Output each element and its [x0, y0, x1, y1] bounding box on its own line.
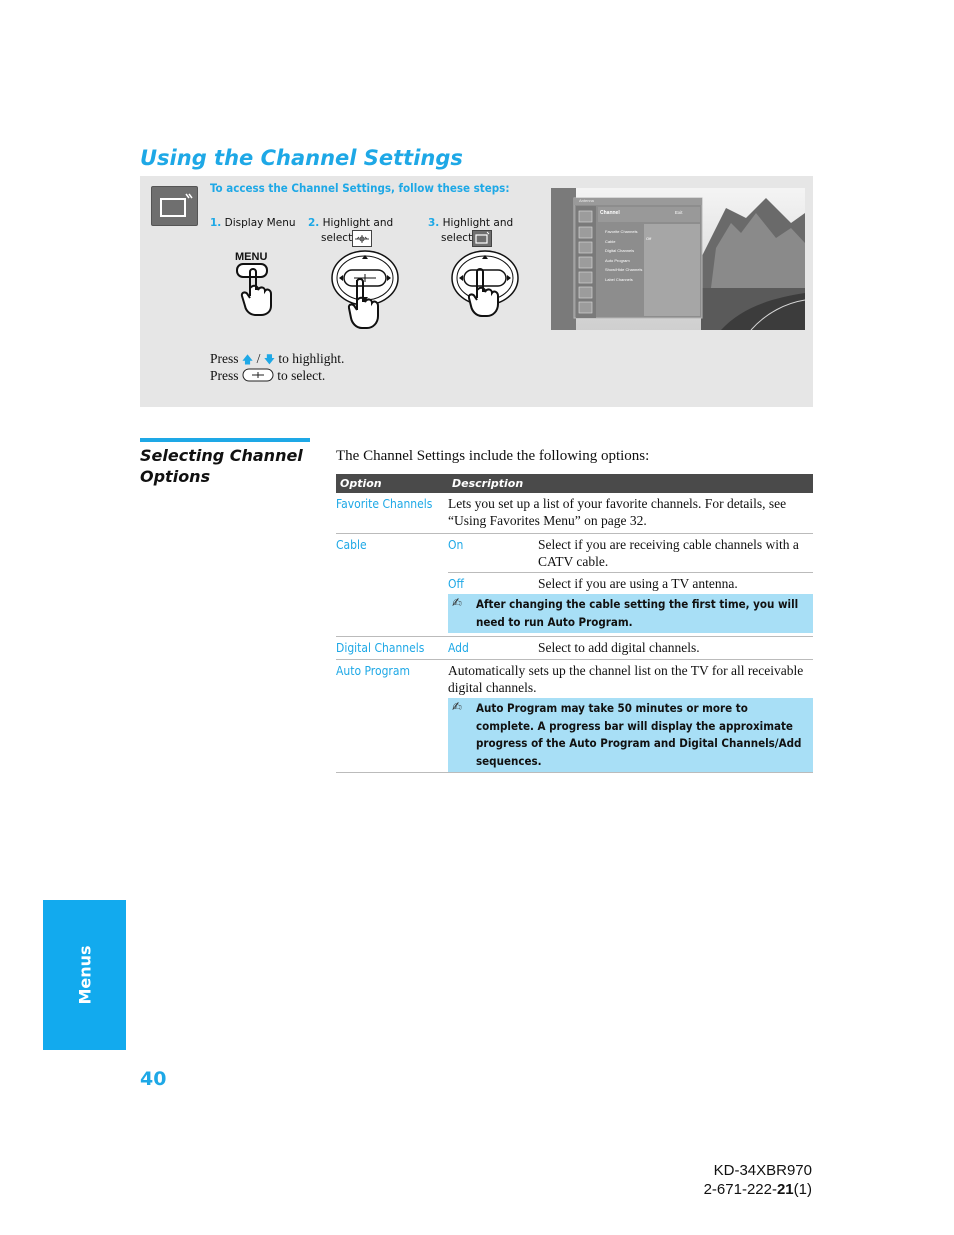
joystick-highlight-icon — [450, 250, 520, 325]
menu-button-label: MENU — [235, 251, 268, 263]
note-pen-icon: ✍ — [452, 596, 462, 611]
press-select-instruction — [210, 368, 325, 386]
sub-option-description: Select to add digital channels. — [538, 637, 813, 660]
select-text: to select. — [277, 368, 326, 384]
option-cable: Cable — [336, 534, 448, 637]
press-word: Press — [210, 351, 239, 366]
tv-menu-tab-label: Antenna — [579, 198, 594, 203]
step-text: Display Menu — [224, 217, 296, 229]
channel-settings-icon — [472, 230, 492, 252]
part-prefix: 2-671-222- — [703, 1181, 777, 1198]
column-header-option: Option — [336, 474, 448, 493]
tv-menu-item: Auto Program — [605, 257, 630, 263]
note-text: After changing the cable setting the first time, you will need to run Auto Program. — [476, 597, 799, 629]
step-text: select — [441, 232, 473, 244]
step-text: select — [321, 232, 353, 244]
note-text: Auto Program may take 50 minutes or more to complete. A progress bar will display the approximate progress of the Auto Program and Digital Channels/Add sequences. — [476, 701, 802, 768]
table-row — [336, 493, 813, 534]
step-text: Highlight and — [322, 217, 394, 229]
sub-option-on: On — [448, 534, 538, 573]
table-row — [336, 637, 813, 660]
table-row — [336, 660, 813, 699]
option-description: Lets you set up a list of your favorite channels. For details, see “Using Favorites Menu” on page 32. — [448, 493, 813, 534]
select-button-small-icon — [242, 368, 274, 386]
step-text: Highlight and — [442, 217, 514, 229]
table-row — [336, 534, 813, 573]
part-number — [560, 1180, 812, 1199]
access-heading: To access the Channel Settings, follow these steps: — [210, 181, 510, 195]
section-divider — [140, 438, 310, 442]
select-button-icon — [352, 230, 372, 252]
sub-option-description: Select if you are using a TV antenna. — [538, 576, 738, 591]
tv-menu-screenshot — [551, 188, 805, 330]
note-cell — [448, 594, 813, 637]
option-favorite-channels: Favorite Channels — [336, 493, 448, 534]
part-bold: 21 — [776, 1181, 794, 1198]
tv-menu-item: Favorite Channels — [605, 229, 638, 234]
option-description: Automatically sets up the channel list on the TV for all receivable digital channels. — [448, 663, 804, 695]
sub-option-off: Off — [448, 577, 464, 591]
slash: / — [256, 351, 261, 366]
note-pen-icon: ✍ — [452, 700, 462, 715]
model-info — [560, 1161, 812, 1199]
intro-text: The Channel Settings include the following options: — [336, 448, 650, 464]
side-tab-text: Menus — [75, 945, 94, 1005]
step-2 — [308, 216, 393, 231]
step-number: 2. — [308, 217, 320, 229]
step-2-line2 — [321, 231, 352, 246]
step-3 — [428, 216, 513, 231]
step-1 — [210, 216, 296, 231]
sub-option-add: Add — [448, 637, 538, 660]
note-box — [448, 594, 813, 633]
tv-menu-item: Show/Hide Channels — [605, 267, 643, 272]
tv-menu-item: Label Channels — [605, 276, 633, 282]
tv-menu-item: Digital Channels — [605, 248, 635, 253]
note-cell — [448, 698, 813, 773]
step-number: 1. — [210, 217, 222, 229]
highlight-text: to highlight. — [278, 351, 345, 366]
channel-settings-tab-icon — [151, 186, 198, 226]
arrow-down-icon: 🡇 — [263, 354, 276, 366]
arrow-up-icon: 🡅 — [241, 354, 254, 366]
step-number: 3. — [428, 217, 440, 229]
option-digital-channels: Digital Channels — [336, 637, 448, 660]
table-header — [336, 474, 813, 493]
page-title: Using the Channel Settings — [140, 146, 463, 170]
joystick-select-icon — [330, 250, 400, 337]
section-title: Selecting Channel Options — [140, 446, 303, 486]
press-word: Press — [210, 368, 239, 384]
tv-menu-items — [605, 227, 642, 284]
part-suffix: (1) — [793, 1181, 812, 1198]
tv-menu-item: Cable — [605, 238, 616, 244]
side-tab-label — [43, 900, 126, 1050]
tv-menu-exit: Exit — [675, 210, 683, 215]
tv-menu-header: Channel — [600, 210, 620, 216]
options-table — [336, 474, 813, 773]
model-number: KD-34XBR970 — [713, 1162, 812, 1179]
tv-menu-cable-value: Off — [646, 236, 652, 241]
column-header-description: Description — [448, 474, 813, 493]
hand-press-menu-icon — [234, 262, 278, 323]
page-number: 40 — [140, 1068, 167, 1090]
option-auto-program: Auto Program — [336, 660, 448, 773]
note-box — [448, 698, 813, 772]
sub-option-description: Select if you are receiving cable channels with a CATV cable. — [538, 534, 813, 573]
step-3-line2 — [441, 231, 472, 246]
